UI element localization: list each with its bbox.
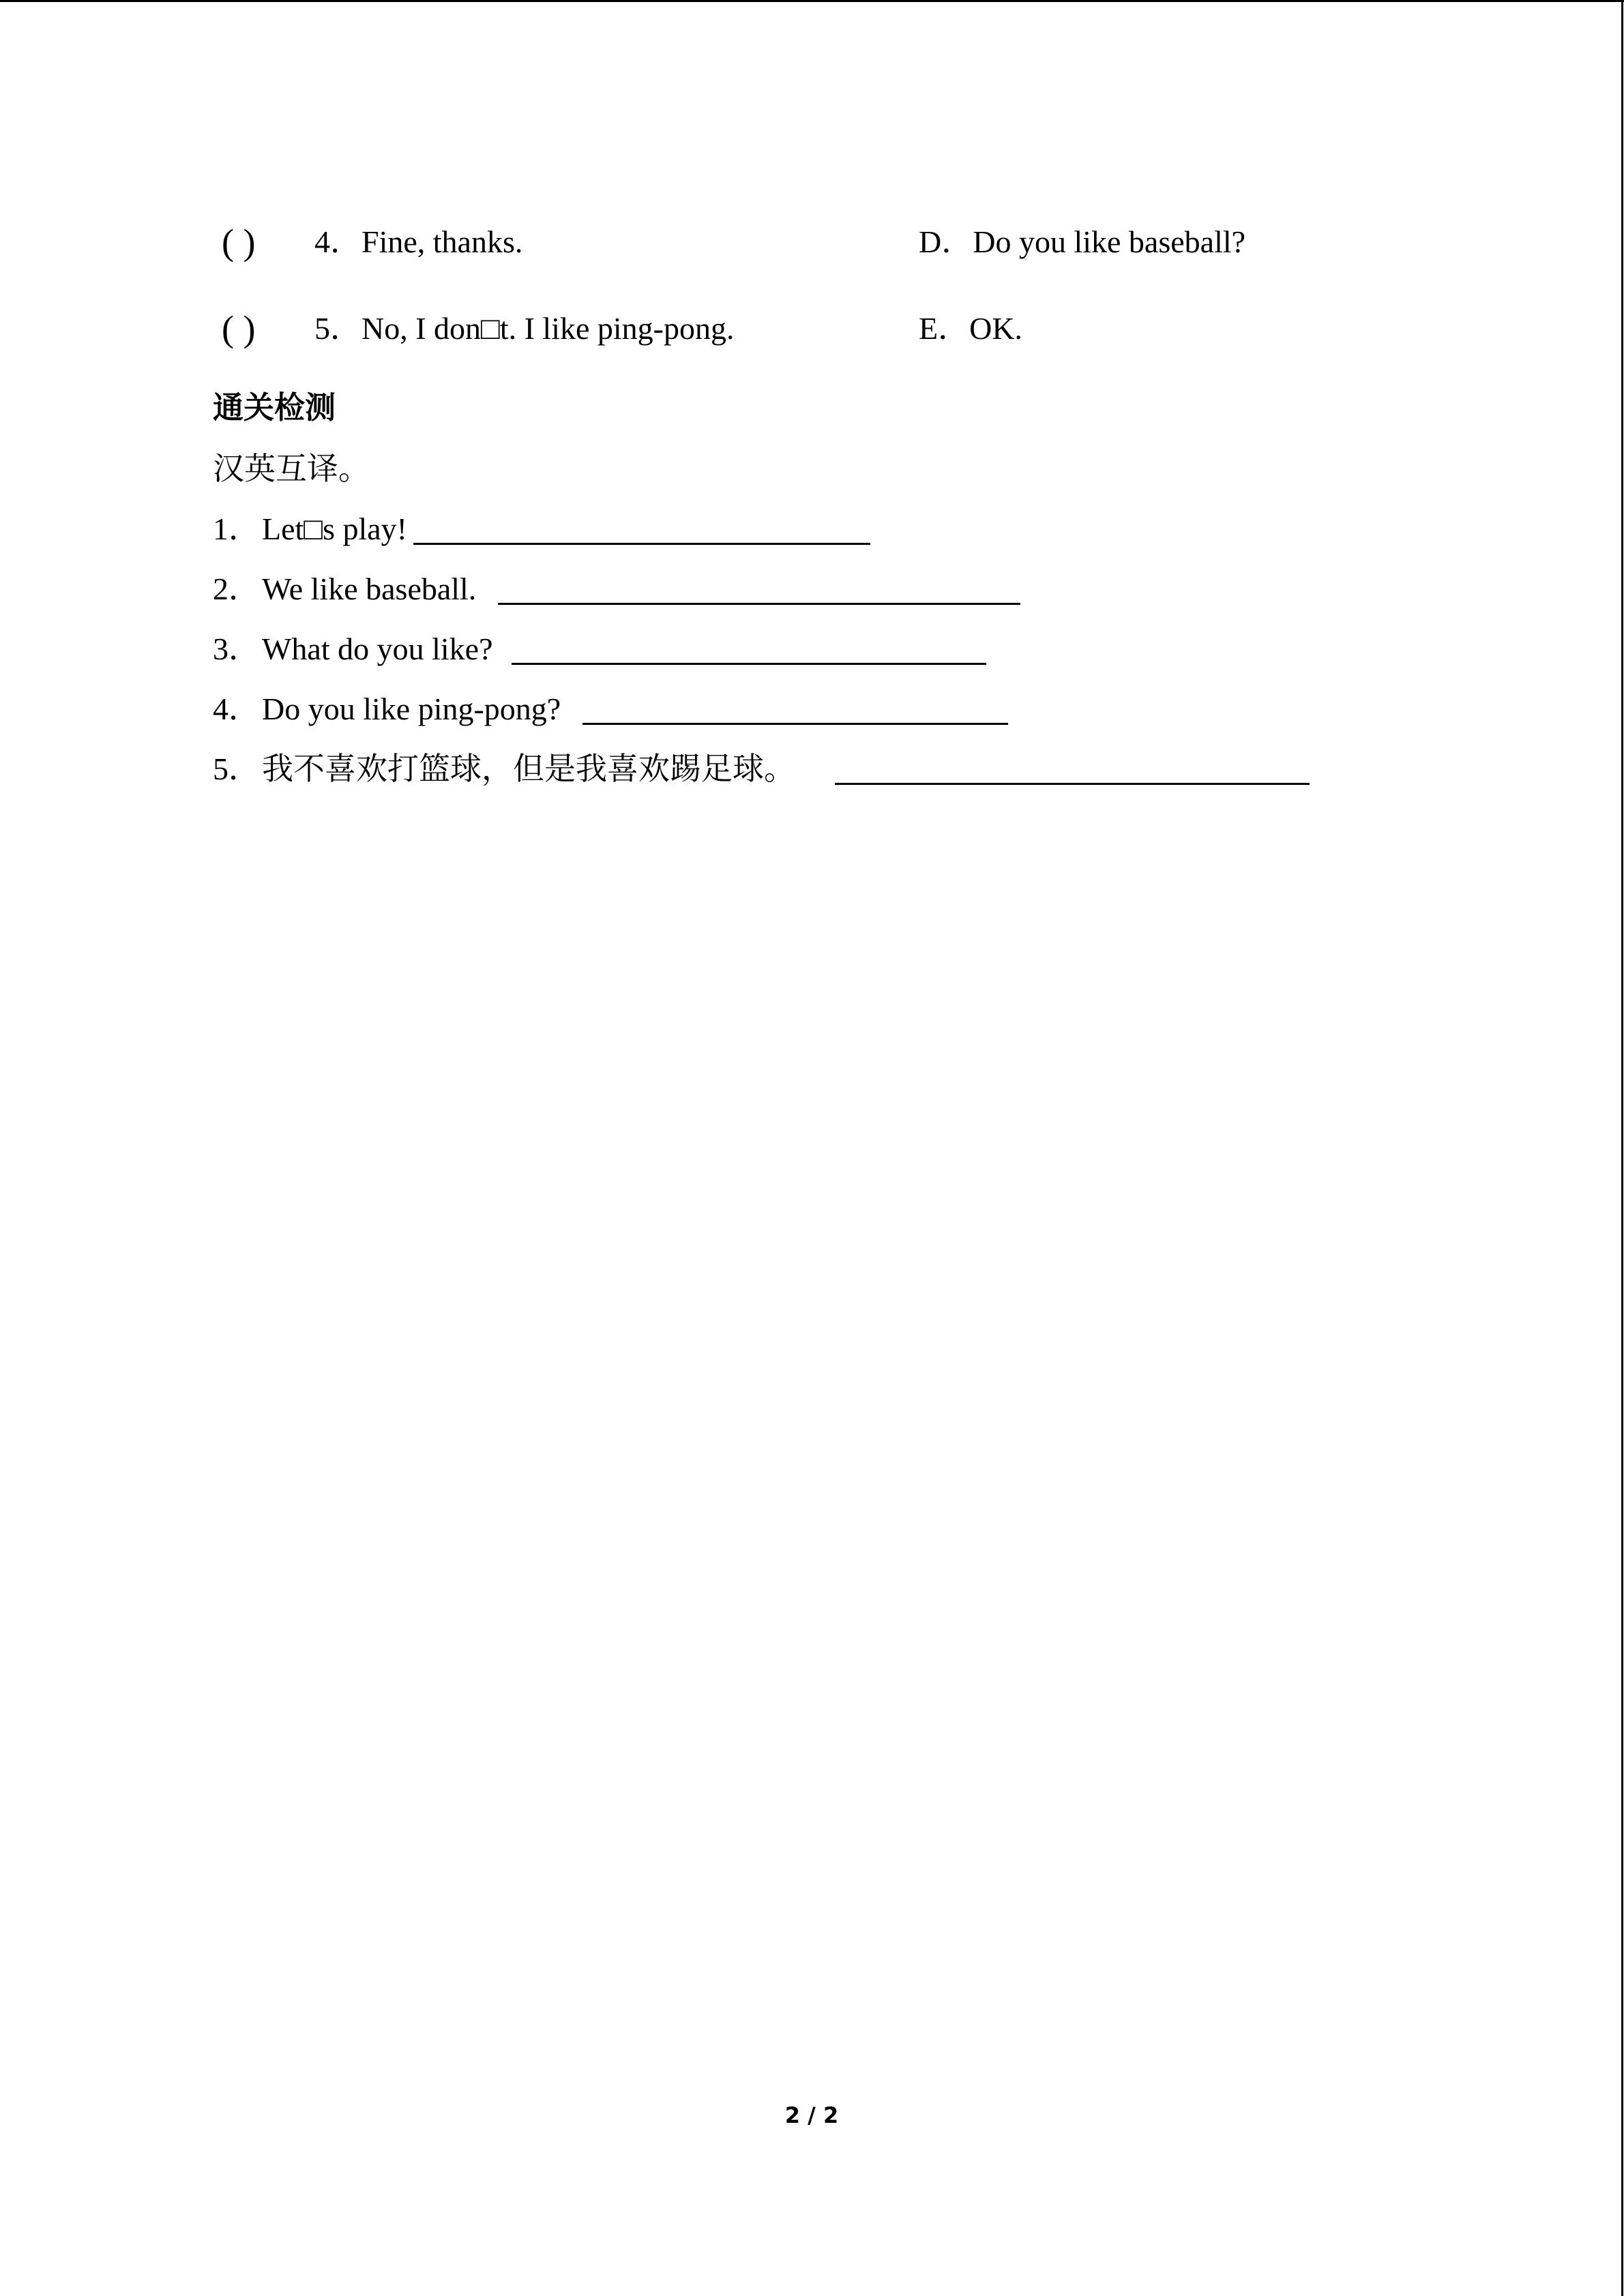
matching-option: E．OK.	[919, 311, 1023, 346]
matching-question: 4．Fine, thanks.	[314, 224, 523, 259]
section-instructions: 汉英互译。	[213, 451, 370, 486]
item-number: 3．	[213, 631, 260, 666]
item-text: Let□s play!	[262, 511, 407, 546]
translation-item-5	[213, 745, 795, 793]
translation-item-1	[213, 505, 407, 553]
matching-option: D．Do you like baseball?	[919, 224, 1246, 259]
page-top-border	[0, 0, 1624, 2]
translation-item-3	[213, 625, 493, 673]
item-text: We like baseball.	[262, 571, 477, 606]
item-number: 5．	[213, 751, 260, 786]
page-number: 2 / 2	[784, 2102, 839, 2128]
item-text: 我不喜欢打篮球，但是我喜欢踢足球。	[262, 751, 795, 786]
translation-item-4	[213, 685, 561, 733]
translation-item-2	[213, 565, 476, 613]
item-number: 2．	[213, 571, 260, 606]
answer-blank-4[interactable]	[582, 723, 1008, 725]
answer-blank-5[interactable]	[835, 783, 1310, 785]
answer-bracket: ( )	[222, 308, 256, 349]
page-right-border	[1621, 0, 1623, 2296]
answer-bracket: ( )	[222, 222, 256, 263]
matching-row-4	[222, 218, 1449, 266]
matching-question: 5．No, I don□t. I like ping-pong.	[314, 311, 735, 346]
item-text: What do you like?	[262, 631, 493, 666]
section-title: 通关检测	[213, 389, 336, 426]
answer-blank-1[interactable]	[413, 543, 870, 545]
item-text: Do you like ping-pong?	[262, 691, 561, 726]
matching-row-5	[222, 305, 1449, 353]
answer-blank-3[interactable]	[512, 663, 986, 665]
item-number: 4．	[213, 691, 260, 726]
item-number: 1．	[213, 511, 260, 546]
answer-blank-2[interactable]	[498, 603, 1020, 605]
